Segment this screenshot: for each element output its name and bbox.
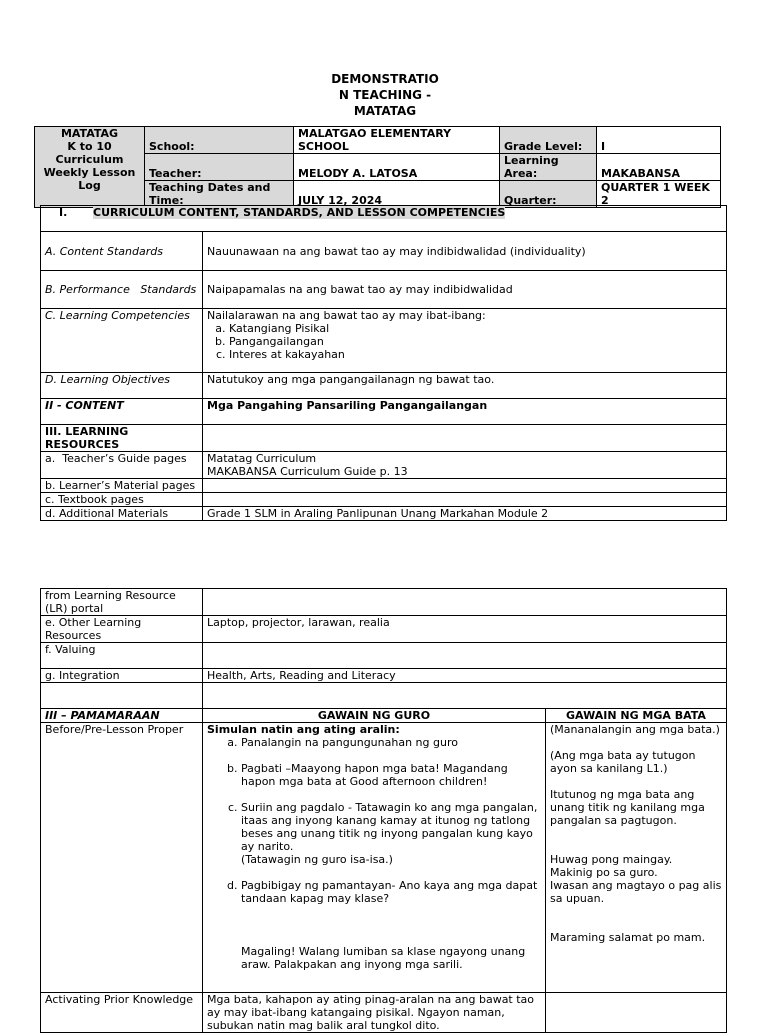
list-item: c. Suriin ang pagdalo - Tatawagin ko ang mga pangalan, itaas ang inyong kanang kamay at itunog ng tatlong beses ang unang titik ng inyong pangalan kung kayo ay narito. (Tatawagin ng guro isa-isa.) [241,801,541,879]
document-title [330,71,440,119]
teacher-activity-header: GAWAIN NG GURO [203,709,546,723]
before-lesson-pupils: (Mananalangin ang mga bata.) (Ang mga bata ay tutugon ayon sa kanilang L1.) Itutunog ng mga bata ang unang titik ng kanilang mga pangalan sa pagtugon. Huwag pong maingay. Makinig po sa guro. Iwasan ang magtayo o pag alis sa upuan. Maraming salamat po mam. [546,723,727,993]
quarter-value: QUARTER 1 WEEK 2 [597,181,721,208]
before-lesson-list [207,736,541,905]
teachers-guide-value: Matatag Curriculum MAKABANSA Curriculum Guide p. 13 [203,452,727,479]
learning-area-label: Learning Area: [500,154,597,181]
lesson-table-page2 [40,588,727,1033]
grade-level-label: Grade Level: [500,127,597,154]
section1-number: I. [59,206,68,219]
learning-resources-label: III. LEARNING RESOURCES [41,425,203,452]
lr-portal-label: from Learning Resource (LR) portal [41,589,203,616]
dates-value: JULY 12, 2024 [294,181,500,208]
header-table [34,126,721,208]
learning-competencies-value: Nailalarawan na ang bawat tao ay may ibat-ibang: a. Katangiang Pisikal b. Pangangailangan c. Interes at kakayahan [203,309,727,373]
performance-standards-value: Naipapamalas na ang bawat tao ay may indibidwalidad [203,271,727,309]
list-item: b. Pagbati –Maayong hapon mga bata! Magandang hapon mga bata at Good afternoon children! [241,762,541,801]
other-resources-value: Laptop, projector, larawan, realia [203,616,727,643]
section1-header [41,206,727,232]
lesson-table-page1 [40,205,727,521]
activating-knowledge-value: Mga bata, kahapon ay ating pinag-aralan na ang bawat tao ay may ibat-ibang katangaing pisikal. Ngayon naman, subukan natin mag balik aral tungkol dito. [203,993,546,1033]
list-item: c. Interes at kakayahan [229,348,722,361]
additional-materials-value: Grade 1 SLM in Araling Panlipunan Unang Markahan Module 2 [203,507,727,521]
textbook-pages-label: c. Textbook pages [41,493,203,507]
grade-level-value: I [597,127,721,154]
competencies-list [207,322,722,361]
content-label: II - CONTENT [41,399,203,425]
valuing-label: f. Valuing [41,643,203,669]
procedure-label: III – PAMAMARAAN [41,709,203,723]
before-lesson-teacher [203,723,546,993]
activating-knowledge-label: Activating Prior Knowledge [41,993,203,1033]
teacher-value: MELODY A. LATOSA [294,154,500,181]
learning-area-value: MAKABANSA [597,154,721,181]
content-standards-value: Nauunawaan na ang bawat tao ay may indibidwalidad (individuality) [203,232,727,271]
section1-title: CURRICULUM CONTENT, STANDARDS, AND LESSON COMPETENCIES [93,206,506,219]
performance-standards-label: B. Performance Standards [41,271,203,309]
teachers-guide-label: a. Teacher’s Guide pages [41,452,203,479]
learners-material-label: b. Learner’s Material pages [41,479,203,493]
list-item: a. Katangiang Pisikal [229,322,722,335]
learning-competencies-label: C. Learning Competencies [41,309,203,373]
other-resources-label: e. Other Learning Resources [41,616,203,643]
school-value: MALATGAO ELEMENTARY SCHOOL [294,127,500,154]
list-item: b. Pangangailangan [229,335,722,348]
content-standards-label: A. Content Standards [41,232,203,271]
integration-value: Health, Arts, Reading and Literacy [203,669,727,683]
school-label: School: [145,127,294,154]
before-heading: Simulan natin ang ating aralin: [207,723,400,736]
before-lesson-label: Before/Pre-Lesson Proper [41,723,203,993]
additional-materials-label: d. Additional Materials [41,507,203,521]
before-closing: Magaling! Walang lumiban sa klase ngayong unang araw. Palakpakan ang inyong mga sarili. [241,945,526,971]
teacher-label: Teacher: [145,154,294,181]
pupil-activity-header: GAWAIN NG MGA BATA [546,709,727,723]
matatag-logo-cell: MATATAG K to 10 Curriculum Weekly Lesson Log [35,127,145,208]
list-item: a. Panalangin na pangungunahan ng guro [241,736,541,762]
title-line: N TEACHING - [338,88,432,102]
learning-objectives-label: D. Learning Objectives [41,373,203,399]
quarter-label: Quarter: [500,181,597,208]
dates-label: Teaching Dates and Time: [145,181,294,208]
list-item: d. Pagbibigay ng pamantayan- Ano kaya ang mga dapat tandaan kapag may klase? [241,879,541,905]
content-value: Mga Pangahing Pansariling Pangangailangan [203,399,727,425]
title-line: MATATAG [353,104,417,118]
learning-objectives-value: Natutukoy ang mga pangangailanagn ng bawat tao. [203,373,727,399]
integration-label: g. Integration [41,669,203,683]
title-line: DEMONSTRATIO [331,72,439,86]
